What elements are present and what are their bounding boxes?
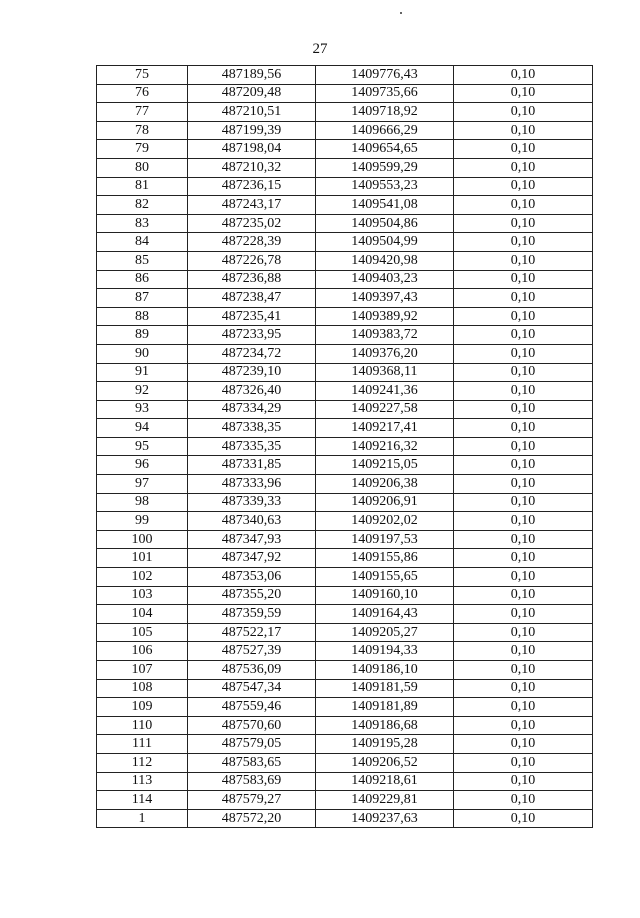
point-number-cell: 94 <box>97 419 188 438</box>
y-coordinate-cell: 1409155,65 <box>316 568 454 587</box>
y-coordinate-cell: 1409389,92 <box>316 307 454 326</box>
x-coordinate-cell: 487353,06 <box>188 568 316 587</box>
accuracy-cell: 0,10 <box>454 214 593 233</box>
y-coordinate-cell: 1409383,72 <box>316 326 454 345</box>
x-coordinate-cell: 487189,56 <box>188 66 316 85</box>
accuracy-cell: 0,10 <box>454 605 593 624</box>
table-row <box>97 437 593 456</box>
point-number-cell: 108 <box>97 679 188 698</box>
accuracy-cell: 0,10 <box>454 177 593 196</box>
point-number-cell: 92 <box>97 382 188 401</box>
table-row <box>97 140 593 159</box>
y-coordinate-cell: 1409368,11 <box>316 363 454 382</box>
x-coordinate-cell: 487340,63 <box>188 512 316 531</box>
table-row <box>97 158 593 177</box>
table-row <box>97 661 593 680</box>
point-number-cell: 114 <box>97 791 188 810</box>
accuracy-cell: 0,10 <box>454 103 593 122</box>
y-coordinate-cell: 1409160,10 <box>316 586 454 605</box>
y-coordinate-cell: 1409718,92 <box>316 103 454 122</box>
table-row <box>97 772 593 791</box>
accuracy-cell: 0,10 <box>454 772 593 791</box>
table-row <box>97 623 593 642</box>
x-coordinate-cell: 487572,20 <box>188 809 316 828</box>
y-coordinate-cell: 1409181,59 <box>316 679 454 698</box>
y-coordinate-cell: 1409186,68 <box>316 716 454 735</box>
accuracy-cell: 0,10 <box>454 530 593 549</box>
accuracy-cell: 0,10 <box>454 382 593 401</box>
x-coordinate-cell: 487359,59 <box>188 605 316 624</box>
table-row <box>97 103 593 122</box>
table-row <box>97 307 593 326</box>
x-coordinate-cell: 487547,34 <box>188 679 316 698</box>
table-row <box>97 698 593 717</box>
table-row <box>97 177 593 196</box>
point-number-cell: 83 <box>97 214 188 233</box>
y-coordinate-cell: 1409206,91 <box>316 493 454 512</box>
accuracy-cell: 0,10 <box>454 735 593 754</box>
point-number-cell: 93 <box>97 400 188 419</box>
x-coordinate-cell: 487333,96 <box>188 475 316 494</box>
point-number-cell: 98 <box>97 493 188 512</box>
table-row <box>97 251 593 270</box>
y-coordinate-cell: 1409376,20 <box>316 344 454 363</box>
point-number-cell: 101 <box>97 549 188 568</box>
table-row <box>97 568 593 587</box>
table-row <box>97 493 593 512</box>
accuracy-cell: 0,10 <box>454 549 593 568</box>
y-coordinate-cell: 1409227,58 <box>316 400 454 419</box>
accuracy-cell: 0,10 <box>454 121 593 140</box>
point-number-cell: 76 <box>97 84 188 103</box>
y-coordinate-cell: 1409197,53 <box>316 530 454 549</box>
table-row <box>97 289 593 308</box>
x-coordinate-cell: 487347,92 <box>188 549 316 568</box>
y-coordinate-cell: 1409194,33 <box>316 642 454 661</box>
point-number-cell: 86 <box>97 270 188 289</box>
point-number-cell: 90 <box>97 344 188 363</box>
accuracy-cell: 0,10 <box>454 698 593 717</box>
x-coordinate-cell: 487236,88 <box>188 270 316 289</box>
point-number-cell: 105 <box>97 623 188 642</box>
table-row <box>97 66 593 85</box>
y-coordinate-cell: 1409186,10 <box>316 661 454 680</box>
table-row <box>97 456 593 475</box>
accuracy-cell: 0,10 <box>454 419 593 438</box>
point-number-cell: 87 <box>97 289 188 308</box>
y-coordinate-cell: 1409504,86 <box>316 214 454 233</box>
point-number-cell: 111 <box>97 735 188 754</box>
point-number-cell: 99 <box>97 512 188 531</box>
point-number-cell: 81 <box>97 177 188 196</box>
y-coordinate-cell: 1409541,08 <box>316 196 454 215</box>
y-coordinate-cell: 1409504,99 <box>316 233 454 252</box>
x-coordinate-cell: 487234,72 <box>188 344 316 363</box>
y-coordinate-cell: 1409218,61 <box>316 772 454 791</box>
table-row <box>97 233 593 252</box>
x-coordinate-cell: 487198,04 <box>188 140 316 159</box>
y-coordinate-cell: 1409229,81 <box>316 791 454 810</box>
point-number-cell: 106 <box>97 642 188 661</box>
accuracy-cell: 0,10 <box>454 568 593 587</box>
accuracy-cell: 0,10 <box>454 493 593 512</box>
table-row <box>97 400 593 419</box>
y-coordinate-cell: 1409164,43 <box>316 605 454 624</box>
x-coordinate-cell: 487338,35 <box>188 419 316 438</box>
table-row <box>97 214 593 233</box>
accuracy-cell: 0,10 <box>454 512 593 531</box>
accuracy-cell: 0,10 <box>454 66 593 85</box>
accuracy-cell: 0,10 <box>454 753 593 772</box>
x-coordinate-cell: 487579,27 <box>188 791 316 810</box>
accuracy-cell: 0,10 <box>454 642 593 661</box>
x-coordinate-cell: 487326,40 <box>188 382 316 401</box>
y-coordinate-cell: 1409420,98 <box>316 251 454 270</box>
table-row <box>97 344 593 363</box>
point-number-cell: 113 <box>97 772 188 791</box>
y-coordinate-cell: 1409205,27 <box>316 623 454 642</box>
x-coordinate-cell: 487236,15 <box>188 177 316 196</box>
point-number-cell: 112 <box>97 753 188 772</box>
table-row <box>97 753 593 772</box>
table-row <box>97 549 593 568</box>
y-coordinate-cell: 1409599,29 <box>316 158 454 177</box>
accuracy-cell: 0,10 <box>454 679 593 698</box>
x-coordinate-cell: 487522,17 <box>188 623 316 642</box>
accuracy-cell: 0,10 <box>454 344 593 363</box>
point-number-cell: 84 <box>97 233 188 252</box>
accuracy-cell: 0,10 <box>454 251 593 270</box>
accuracy-cell: 0,10 <box>454 196 593 215</box>
y-coordinate-cell: 1409735,66 <box>316 84 454 103</box>
y-coordinate-cell: 1409553,23 <box>316 177 454 196</box>
point-number-cell: 79 <box>97 140 188 159</box>
y-coordinate-cell: 1409241,36 <box>316 382 454 401</box>
y-coordinate-cell: 1409666,29 <box>316 121 454 140</box>
point-number-cell: 91 <box>97 363 188 382</box>
table-row <box>97 196 593 215</box>
accuracy-cell: 0,10 <box>454 623 593 642</box>
accuracy-cell: 0,10 <box>454 437 593 456</box>
accuracy-cell: 0,10 <box>454 289 593 308</box>
accuracy-cell: 0,10 <box>454 84 593 103</box>
x-coordinate-cell: 487334,29 <box>188 400 316 419</box>
y-coordinate-cell: 1409195,28 <box>316 735 454 754</box>
y-coordinate-cell: 1409216,32 <box>316 437 454 456</box>
accuracy-cell: 0,10 <box>454 363 593 382</box>
table-row <box>97 121 593 140</box>
x-coordinate-cell: 487233,95 <box>188 326 316 345</box>
table-row <box>97 419 593 438</box>
y-coordinate-cell: 1409202,02 <box>316 512 454 531</box>
table-row <box>97 270 593 289</box>
accuracy-cell: 0,10 <box>454 475 593 494</box>
x-coordinate-cell: 487238,47 <box>188 289 316 308</box>
table-row <box>97 586 593 605</box>
x-coordinate-cell: 487579,05 <box>188 735 316 754</box>
point-number-cell: 89 <box>97 326 188 345</box>
x-coordinate-cell: 487209,48 <box>188 84 316 103</box>
x-coordinate-cell: 487559,46 <box>188 698 316 717</box>
accuracy-cell: 0,10 <box>454 270 593 289</box>
table-row <box>97 326 593 345</box>
accuracy-cell: 0,10 <box>454 456 593 475</box>
x-coordinate-cell: 487527,39 <box>188 642 316 661</box>
table-row <box>97 605 593 624</box>
table-row <box>97 642 593 661</box>
point-number-cell: 82 <box>97 196 188 215</box>
point-number-cell: 80 <box>97 158 188 177</box>
y-coordinate-cell: 1409654,65 <box>316 140 454 159</box>
accuracy-cell: 0,10 <box>454 140 593 159</box>
x-coordinate-cell: 487570,60 <box>188 716 316 735</box>
table-row <box>97 791 593 810</box>
accuracy-cell: 0,10 <box>454 158 593 177</box>
x-coordinate-cell: 487355,20 <box>188 586 316 605</box>
accuracy-cell: 0,10 <box>454 661 593 680</box>
point-number-cell: 96 <box>97 456 188 475</box>
x-coordinate-cell: 487339,33 <box>188 493 316 512</box>
page-number: 27 <box>312 41 328 57</box>
x-coordinate-cell: 487331,85 <box>188 456 316 475</box>
y-coordinate-cell: 1409155,86 <box>316 549 454 568</box>
table-row <box>97 382 593 401</box>
point-number-cell: 77 <box>97 103 188 122</box>
x-coordinate-cell: 487199,39 <box>188 121 316 140</box>
x-coordinate-cell: 487243,17 <box>188 196 316 215</box>
point-number-cell: 88 <box>97 307 188 326</box>
point-number-cell: 78 <box>97 121 188 140</box>
accuracy-cell: 0,10 <box>454 326 593 345</box>
accuracy-cell: 0,10 <box>454 400 593 419</box>
point-number-cell: 109 <box>97 698 188 717</box>
point-number-cell: 103 <box>97 586 188 605</box>
point-number-cell: 107 <box>97 661 188 680</box>
accuracy-cell: 0,10 <box>454 809 593 828</box>
y-coordinate-cell: 1409776,43 <box>316 66 454 85</box>
x-coordinate-cell: 487347,93 <box>188 530 316 549</box>
table-row <box>97 512 593 531</box>
y-coordinate-cell: 1409181,89 <box>316 698 454 717</box>
table-row <box>97 84 593 103</box>
table-row <box>97 809 593 828</box>
table-row <box>97 530 593 549</box>
y-coordinate-cell: 1409403,23 <box>316 270 454 289</box>
x-coordinate-cell: 487536,09 <box>188 661 316 680</box>
point-number-cell: 104 <box>97 605 188 624</box>
table-row <box>97 716 593 735</box>
table-row <box>97 363 593 382</box>
accuracy-cell: 0,10 <box>454 791 593 810</box>
point-number-cell: 75 <box>97 66 188 85</box>
scan-speck <box>400 12 402 14</box>
x-coordinate-cell: 487210,51 <box>188 103 316 122</box>
x-coordinate-cell: 487235,41 <box>188 307 316 326</box>
y-coordinate-cell: 1409206,52 <box>316 753 454 772</box>
x-coordinate-cell: 487583,69 <box>188 772 316 791</box>
x-coordinate-cell: 487583,65 <box>188 753 316 772</box>
x-coordinate-cell: 487335,35 <box>188 437 316 456</box>
accuracy-cell: 0,10 <box>454 307 593 326</box>
y-coordinate-cell: 1409237,63 <box>316 809 454 828</box>
point-number-cell: 102 <box>97 568 188 587</box>
x-coordinate-cell: 487210,32 <box>188 158 316 177</box>
x-coordinate-cell: 487239,10 <box>188 363 316 382</box>
accuracy-cell: 0,10 <box>454 233 593 252</box>
point-number-cell: 95 <box>97 437 188 456</box>
accuracy-cell: 0,10 <box>454 586 593 605</box>
point-number-cell: 1 <box>97 809 188 828</box>
table-row <box>97 475 593 494</box>
point-number-cell: 85 <box>97 251 188 270</box>
x-coordinate-cell: 487226,78 <box>188 251 316 270</box>
x-coordinate-cell: 487235,02 <box>188 214 316 233</box>
table-row <box>97 679 593 698</box>
y-coordinate-cell: 1409217,41 <box>316 419 454 438</box>
y-coordinate-cell: 1409397,43 <box>316 289 454 308</box>
point-number-cell: 97 <box>97 475 188 494</box>
point-number-cell: 100 <box>97 530 188 549</box>
x-coordinate-cell: 487228,39 <box>188 233 316 252</box>
coordinates-table <box>96 65 593 828</box>
point-number-cell: 110 <box>97 716 188 735</box>
table-row <box>97 735 593 754</box>
y-coordinate-cell: 1409215,05 <box>316 456 454 475</box>
coordinates-table-body <box>97 66 593 828</box>
accuracy-cell: 0,10 <box>454 716 593 735</box>
y-coordinate-cell: 1409206,38 <box>316 475 454 494</box>
